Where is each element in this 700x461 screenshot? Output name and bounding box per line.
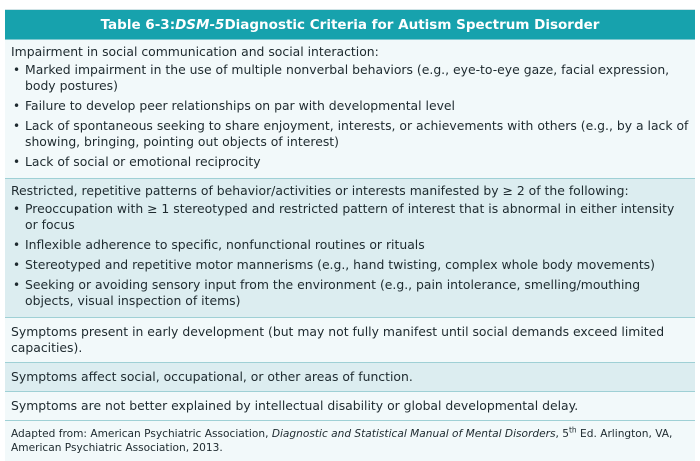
- list-item: • Marked impairment in the use of multiple nonverbal behaviors (e.g., eye-to-eye gaze, facial expression, body postures): [11, 62, 689, 94]
- section-repetitive: [5, 179, 695, 318]
- source-prefix: Adapted from: American Psychiatric Association,: [11, 428, 272, 440]
- source-suffix: Ed. Arlington, VA, American Psychiatric Association, 2013.: [11, 428, 673, 454]
- list-item: • Lack of social or emotional reciprocity: [11, 154, 689, 170]
- list-item: • Inflexible adherence to specific, nonfunctional routines or rituals: [11, 237, 689, 253]
- statement-row: Symptoms are not better explained by intellectual disability or global developmental delay.: [5, 392, 695, 421]
- title-prefix: Table 6-3:: [100, 16, 176, 33]
- source-title: Diagnostic and Statistical Manual of Mental Disorders: [271, 428, 556, 440]
- title-suffix: Diagnostic Criteria for Autism Spectrum Disorder: [224, 16, 600, 33]
- list-item: • Lack of spontaneous seeking to share enjoyment, interests, or achievements with others (e.g., by a lack of showing, bringing, pointing out objects of interest): [11, 118, 689, 150]
- source-note: [5, 421, 695, 461]
- criteria-list: [11, 62, 689, 170]
- list-item: • Failure to develop peer relationships on par with developmental level: [11, 98, 689, 114]
- source-edition-sup: th: [568, 425, 577, 435]
- statement-row: Symptoms affect social, occupational, or other areas of function.: [5, 363, 695, 392]
- list-item: • Seeking or avoiding sensory input from the environment (e.g., pain intolerance, smelling/mouthing objects, visual inspection of items): [11, 277, 689, 309]
- source-edition: , 5: [555, 428, 569, 440]
- criteria-table: [5, 9, 695, 461]
- criteria-list: [11, 201, 689, 309]
- list-item: • Stereotyped and repetitive motor mannerisms (e.g., hand twisting, complex whole body movements): [11, 257, 689, 273]
- section-intro: Restricted, repetitive patterns of behavior/activities or interests manifested by ≥ 2 of the following:: [11, 183, 629, 198]
- section-social: [5, 40, 695, 179]
- title-dsm: DSM-5: [175, 16, 225, 33]
- section-intro: Impairment in social communication and social interaction:: [11, 44, 379, 59]
- statement-row: Symptoms present in early development (but may not fully manifest until social demands exceed limited capacities).: [5, 318, 695, 363]
- table-title: [5, 10, 695, 40]
- list-item: • Preoccupation with ≥ 1 stereotyped and restricted pattern of interest that is abnormal in either intensity or focus: [11, 201, 689, 233]
